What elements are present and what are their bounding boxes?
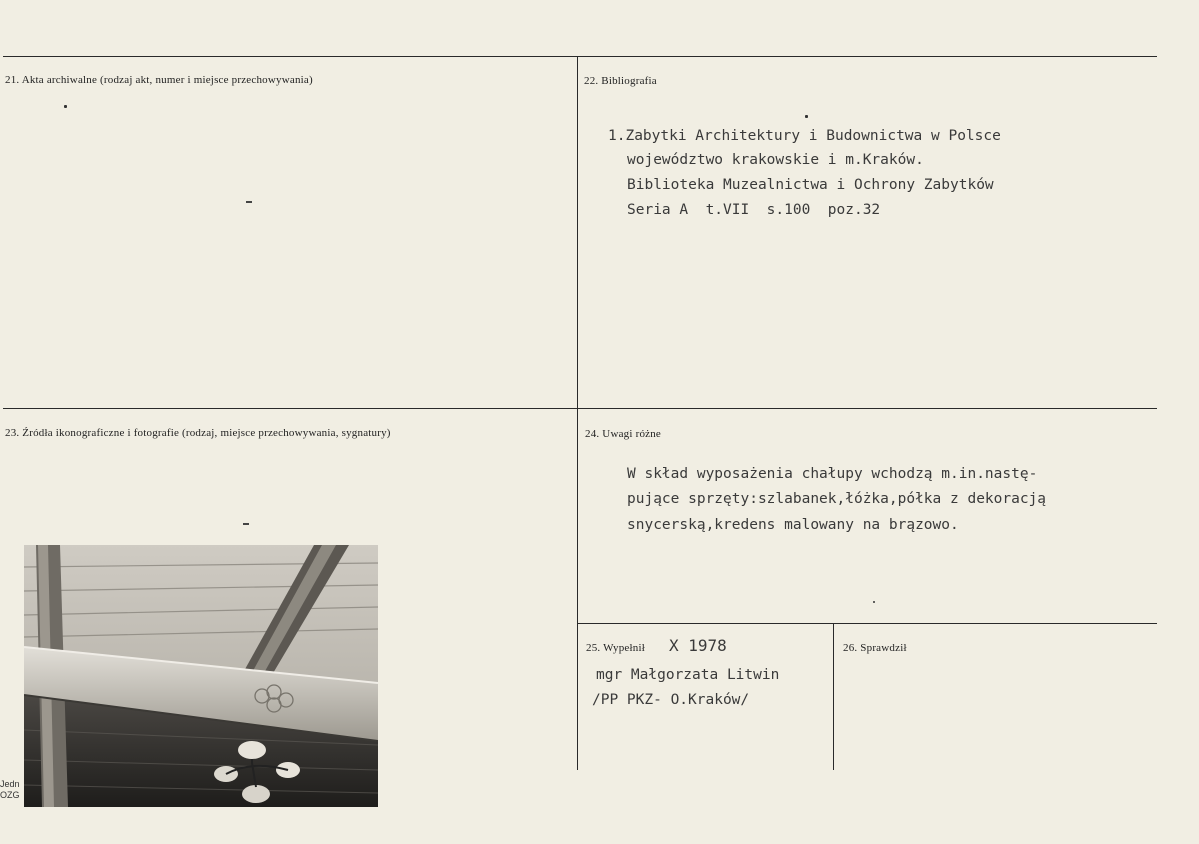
top-rule [3, 56, 1157, 57]
field-24-label: 24. Uwagi różne [585, 428, 662, 440]
remarks-line-3: snycerską,kredens malowany na brązowo. [627, 517, 959, 533]
bibliography-line-1: 1.Zabytki Architektury i Budownictwa w Polsce [608, 128, 1001, 144]
bibliography-line-2: województwo krakowskie i m.Kraków. [627, 152, 924, 168]
ink-dot [873, 601, 875, 603]
remarks-line-2: pujące sprzęty:szlabanek,łóżka,półka z dekoracją [627, 491, 1047, 507]
bibliography-line-3: Biblioteka Muzealnictwa i Ochrony Zabytków [627, 177, 994, 193]
edge-text-2: OZG [0, 790, 20, 800]
signature-divider [833, 623, 834, 770]
ink-dot [64, 105, 67, 108]
filled-by-name: mgr Małgorzata Litwin [596, 667, 780, 683]
ink-dash [246, 201, 252, 203]
field-25-label: 25. Wypełnił [586, 642, 645, 654]
signature-rule [577, 623, 1157, 624]
field-21-label: 21. Akta archiwalne (rodzaj akt, numer i miejsce przechowywania) [5, 74, 313, 86]
ceiling-photo-image [24, 545, 378, 807]
edge-text-1: Jedn [0, 779, 20, 789]
ink-dot [805, 115, 808, 118]
field-23-label: 23. Źródła ikonograficzne i fotografie (rodzaj, miejsce przechowywania, sygnatury) [5, 427, 391, 439]
center-divider [577, 56, 578, 770]
ink-dash [243, 523, 249, 525]
middle-rule [3, 408, 1157, 409]
bibliography-line-4: Seria A t.VII s.100 poz.32 [627, 202, 881, 218]
field-22-label: 22. Bibliografia [584, 75, 657, 87]
remarks-line-1: W skład wyposażenia chałupy wchodzą m.in.nastę- [627, 466, 1038, 482]
ceiling-photograph [24, 545, 378, 807]
field-26-label: 26. Sprawdził [843, 642, 907, 654]
filled-date: X 1978 [669, 636, 727, 655]
filled-by-institution: /PP PKZ- O.Kraków/ [592, 692, 750, 708]
